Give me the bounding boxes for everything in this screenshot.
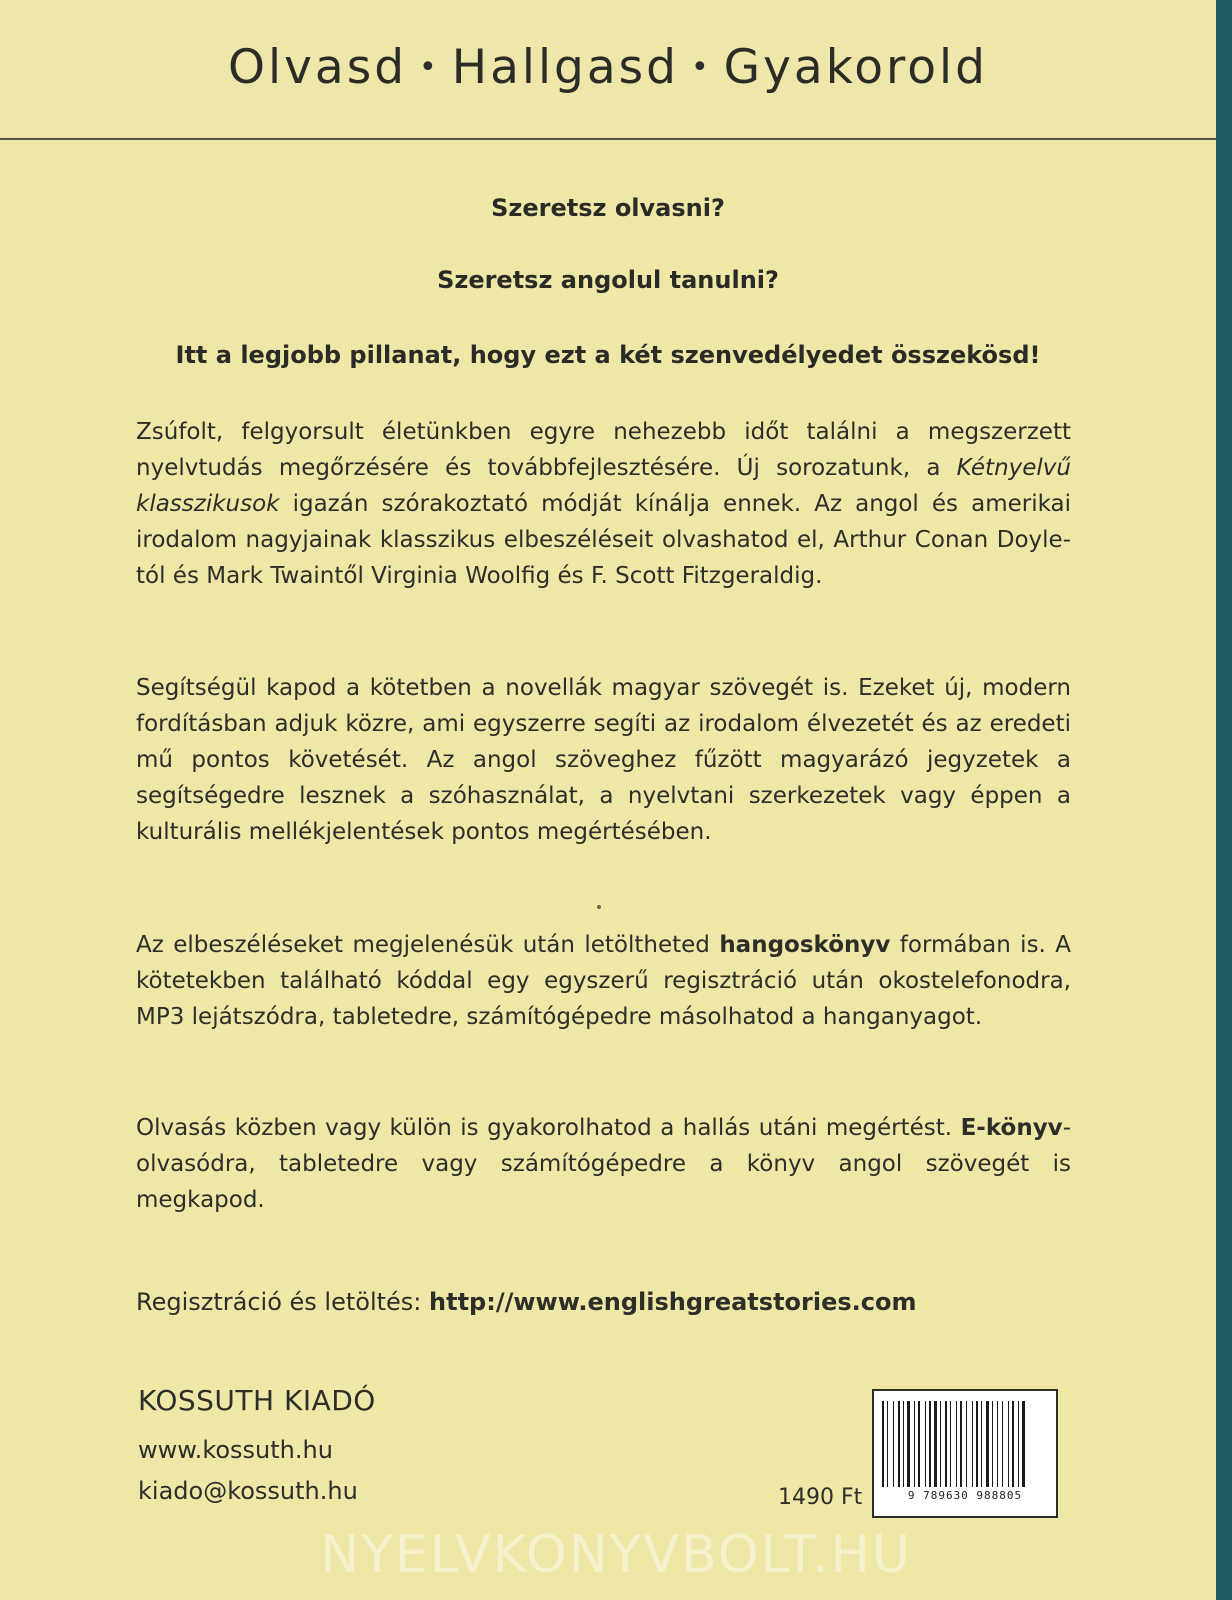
series-title — [0, 40, 1216, 95]
paragraph-text: Zsúfolt, felgyorsult életünkben egyre nehezebb időt találni a megszerzett nyelvtudás megőrzésére és továbbfejlesztésére. Új sorozatunk, a — [136, 419, 1071, 481]
bullet-separator: • — [419, 50, 440, 85]
watermark: NYELVKONYVBOLT.HU — [320, 1525, 912, 1585]
paragraph-text: Olvasás közben vagy külön is gyakorolhatod a hallás utáni megértést. — [136, 1115, 961, 1141]
price-label: 1490 Ft — [778, 1485, 863, 1510]
paragraph-ebook — [136, 1110, 1071, 1218]
barcode-bars-icon — [882, 1401, 1048, 1487]
paragraph-intro — [136, 414, 1071, 594]
paragraph-text: -olvasódra, tabletedre vagy számítógépedre a könyv angol szövegét is megkapod. — [136, 1115, 1071, 1213]
registration-line — [136, 1288, 1071, 1316]
series-header — [0, 0, 1216, 140]
publisher-email[interactable]: kiado@kossuth.hu — [138, 1477, 358, 1505]
barcode — [872, 1389, 1058, 1518]
registration-label: Regisztráció és letöltés: — [136, 1288, 430, 1316]
bullet-separator: • — [690, 50, 712, 85]
series-word-read: Olvasd — [228, 40, 408, 95]
series-word-listen: Hallgasd — [451, 40, 679, 95]
question-reading: Szeretsz olvasni? — [491, 194, 725, 222]
registration-url[interactable]: http://www.englishgreatstories.com — [429, 1288, 917, 1316]
paragraph-audiobook — [136, 927, 1071, 1035]
tagline: Itt a legjobb pillanat, hogy ezt a két szenvedélyedet összekösd! — [175, 341, 1041, 369]
dust-speck — [597, 905, 601, 909]
question-learning: Szeretsz angolul tanulni? — [437, 266, 779, 294]
paragraph-text: formában is. A kötetekben található kóddal egy egyszerű regisztráció után okostelefonodra, MP3 lejátszódra, tabletedre, számítógépedre másolhatod a hanganyagot. — [136, 932, 1071, 1030]
barcode-number: 9 789630 988805 — [907, 1489, 1023, 1502]
paragraph-text: Az elbeszéléseket megjelenésük után letöltheted — [136, 932, 720, 958]
publisher-website[interactable]: www.kossuth.hu — [138, 1436, 333, 1464]
publisher-name: KOSSUTH KIADÓ — [138, 1384, 376, 1417]
paragraph-text: igazán szórakoztató módját kínálja ennek. Az angol és amerikai irodalom nagyjainak klasszikus elbeszéléseit olvashatod el, Arthur Conan Doyle-tól és Mark Twaintől Virginia Woolfig és F. Scott Fitzgeraldig. — [136, 491, 1071, 589]
series-name-italic: Kétnyelvű klasszikusok — [136, 455, 1071, 517]
audiobook-bold: hangoskönyv — [719, 932, 891, 958]
paragraph-translation: Segítségül kapod a kötetben a novellák magyar szövegét is. Ezeket új, modern fordításban adjuk közre, ami egyszerre segíti az irodalom élvezetét és az eredeti mű pontos követését. Az angol szöveghez fűzött magyarázó jegyzetek a segítségedre lesznek a szóhasználat, a nyelvtani szerkezetek vagy éppen a kulturális mellékjelentések pontos megértésében. — [136, 675, 1071, 845]
ebook-bold: E-könyv — [960, 1115, 1063, 1141]
series-word-practice: Gyakorold — [723, 40, 988, 95]
